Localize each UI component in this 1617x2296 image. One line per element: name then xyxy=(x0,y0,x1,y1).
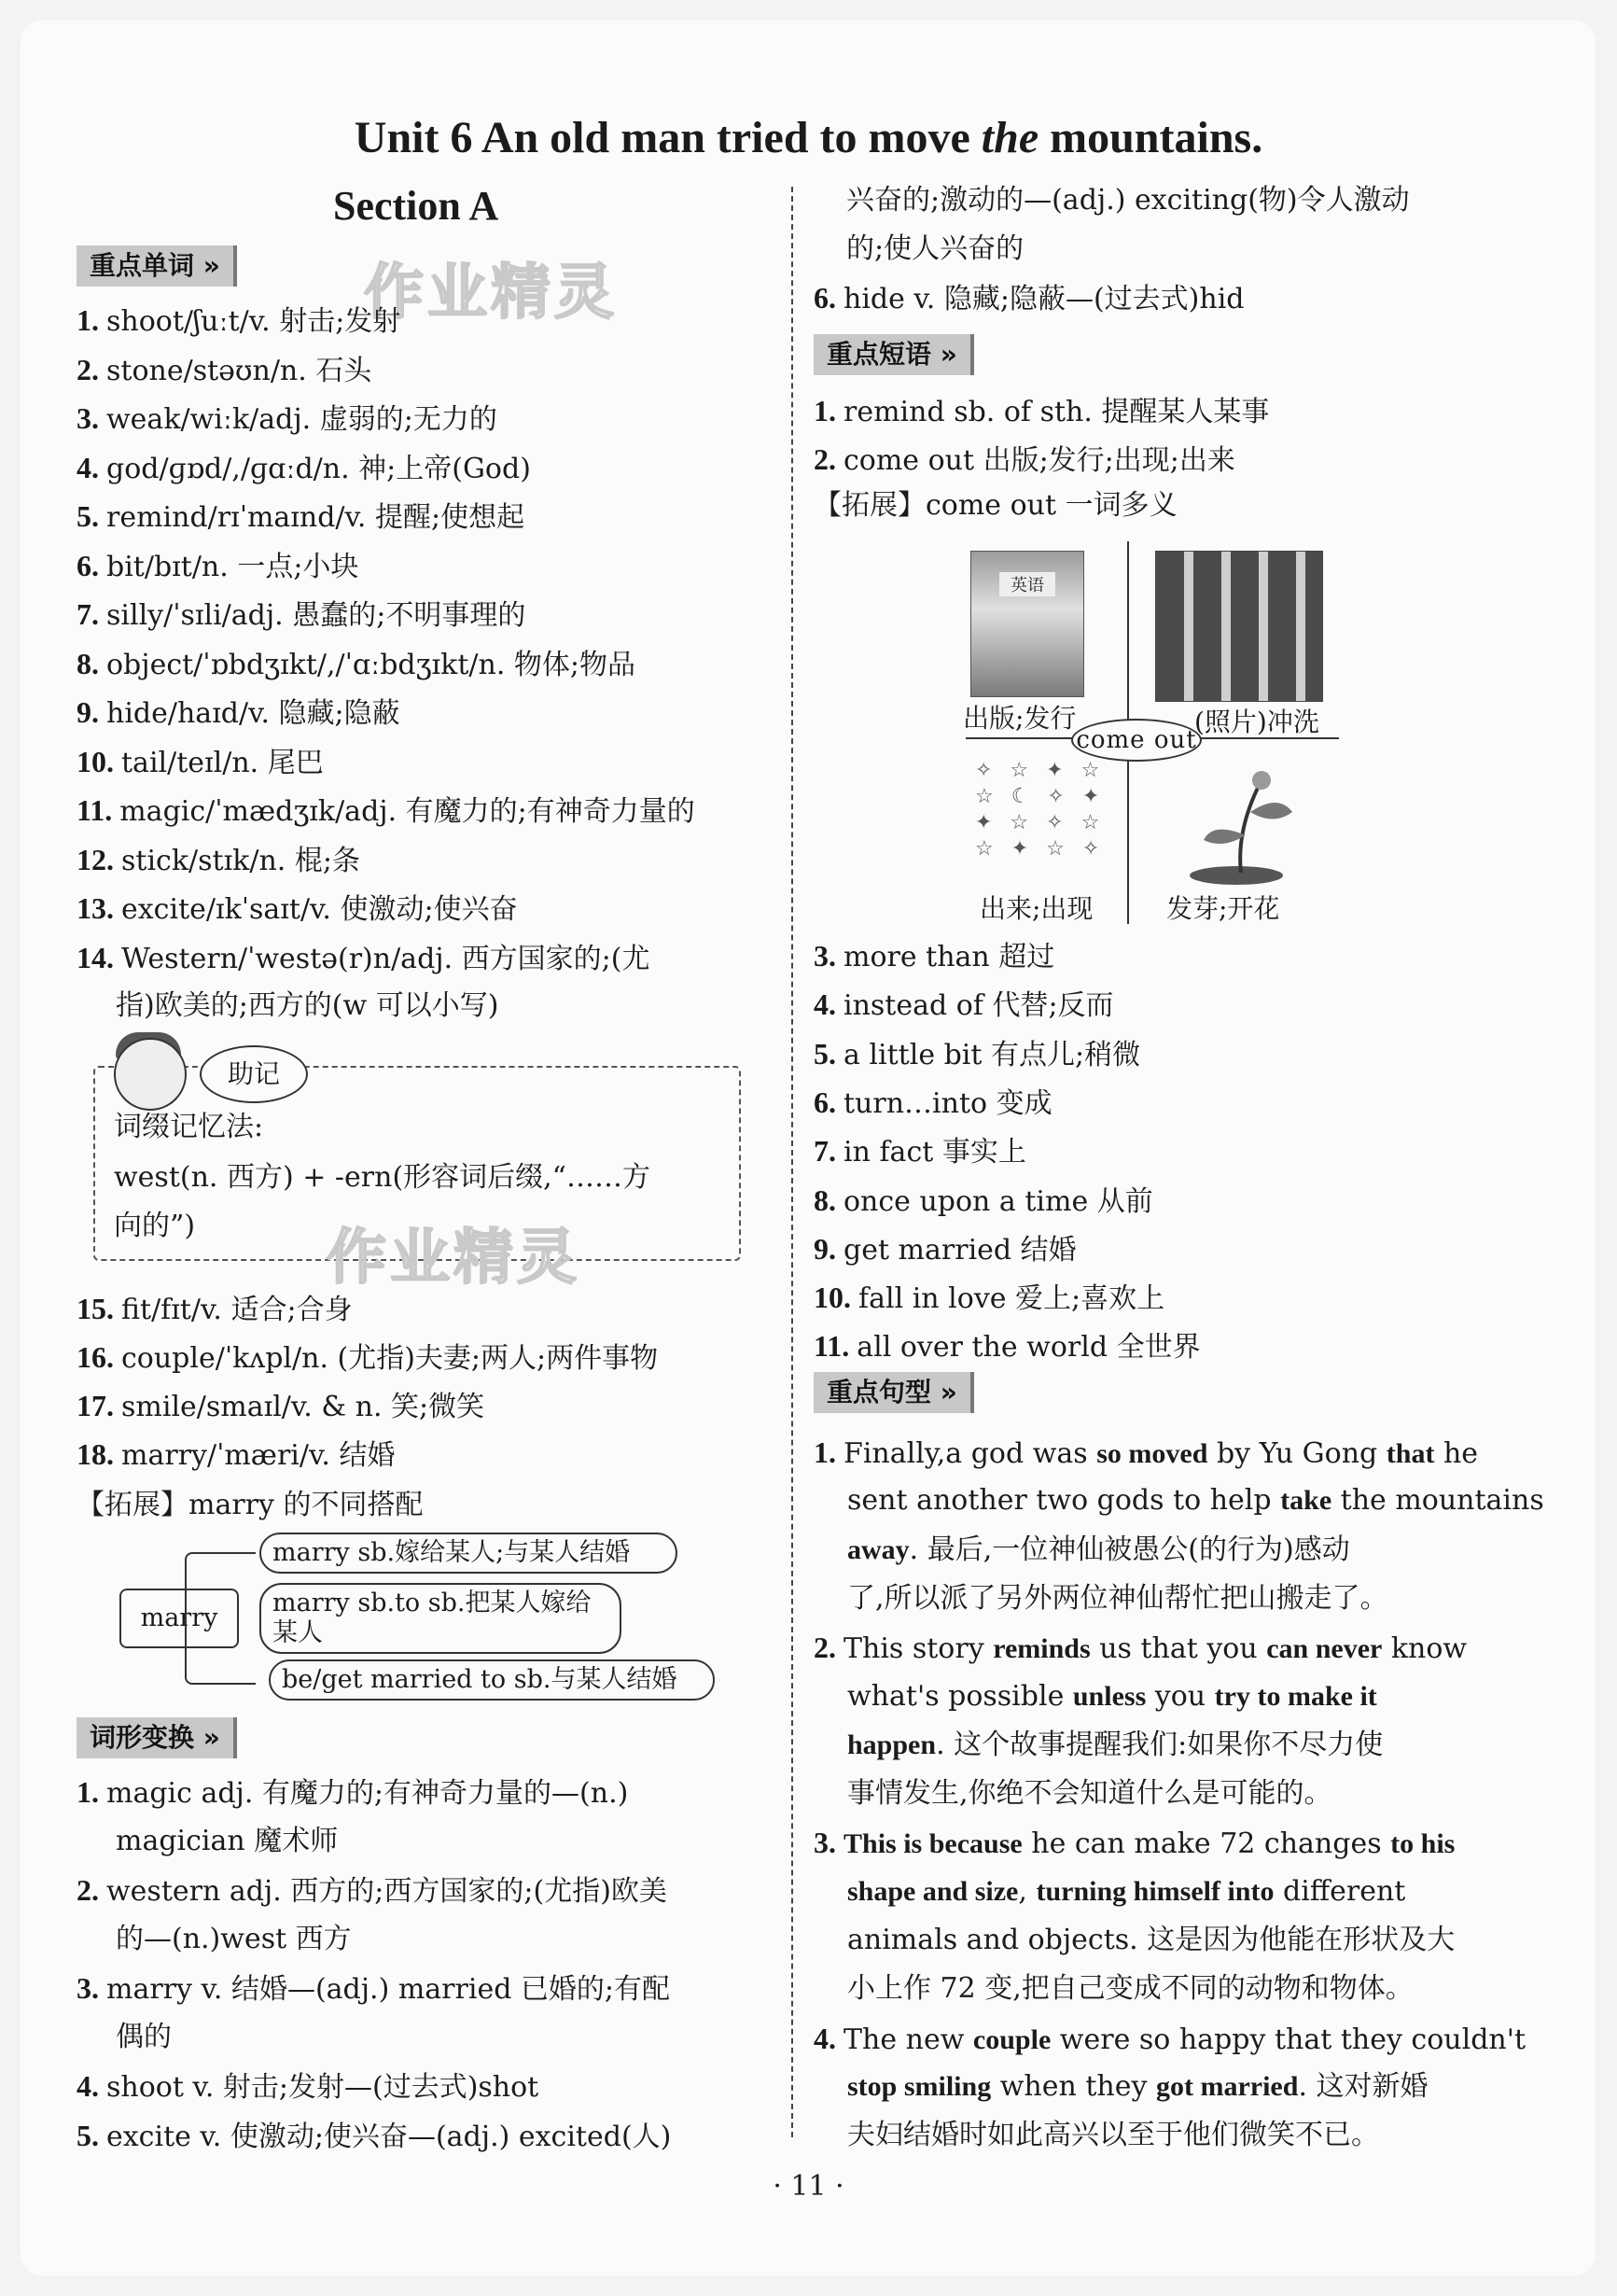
words-number: 1. xyxy=(77,303,106,337)
memo-bubble: 助记 xyxy=(200,1045,308,1103)
forms-text: 偶的 xyxy=(116,2020,172,2053)
extend-marry-label: 【拓展】marry 的不同搭配 xyxy=(77,1489,424,1521)
forms_cont-number: 6. xyxy=(814,281,843,315)
forms-text: magic adj. 有魔力的;有神奇力量的—(n.) xyxy=(106,1777,629,1810)
sentence-line xyxy=(814,1824,1455,1863)
sentence-keyword: away xyxy=(847,1533,910,1565)
words2-number: 15. xyxy=(77,1292,121,1325)
phrases_b-text: get married 结婚 xyxy=(843,1233,1077,1267)
sentence-text: he can make 72 changes xyxy=(1022,1827,1391,1861)
words-item xyxy=(77,693,400,733)
sentence-keyword: turning himself into xyxy=(1036,1875,1275,1907)
sentence-keyword: can never xyxy=(1266,1633,1383,1665)
words-text: stick/stɪk/n. 棍;条 xyxy=(121,844,360,877)
sentence-line xyxy=(814,1629,1467,1668)
phrases_a-text: remind sb. of sth. 提醒某人某事 xyxy=(843,396,1270,428)
tag-key-phrases: 重点短语 » xyxy=(814,334,974,375)
forms_cont-text: hide v. 隐藏;隐蔽—(过去式)hid xyxy=(843,283,1245,315)
tag-key-words: 重点单词 » xyxy=(77,245,237,287)
words2-number: 16. xyxy=(77,1340,121,1374)
forms_cont-item xyxy=(846,231,1024,268)
sentence-number: 2. xyxy=(814,1631,843,1665)
sentence-line xyxy=(847,1873,1405,1911)
sentence-line xyxy=(847,2117,1379,2154)
phrases_b-item xyxy=(814,1035,1140,1074)
phrases_b-item xyxy=(814,1230,1077,1269)
words2-number: 17. xyxy=(77,1389,121,1422)
phrases_b-text: a little bit 有点儿;稍微 xyxy=(843,1038,1141,1071)
phrases_b-text: turn…into 变成 xyxy=(843,1086,1052,1120)
words-text: hide/haɪd/v. 隐藏;隐蔽 xyxy=(106,697,400,730)
words-text: magic/ˈmædʒɪk/adj. 有魔力的;有神奇力量的 xyxy=(119,795,695,828)
words-number: 3. xyxy=(77,401,106,435)
words-item xyxy=(77,497,524,537)
sentence-text: the mountains xyxy=(1331,1484,1544,1518)
forms-number: 1. xyxy=(77,1775,106,1809)
forms-number: 2. xyxy=(77,1873,106,1907)
words2-text: marry/ˈmæri/v. 结婚 xyxy=(121,1439,396,1472)
sentence-keyword: This is because xyxy=(843,1828,1023,1860)
sentence-text: different xyxy=(1274,1874,1406,1908)
words-number: 12. xyxy=(77,842,121,876)
unit-title xyxy=(0,112,1617,163)
sentence-text: what's possible xyxy=(847,1679,1073,1713)
words2-item xyxy=(77,1290,353,1329)
sentence-line xyxy=(847,1678,1377,1715)
forms_cont-text: 的;使人兴奋的 xyxy=(846,232,1025,265)
sentence-text: . 最后,一位神仙被愚公(的行为)感动 xyxy=(909,1533,1350,1566)
words2-text: couple/ˈkʌpl/n. (尤指)夫妻;两人;两件事物 xyxy=(121,1342,659,1375)
marry-root: marry xyxy=(119,1589,239,1648)
sentence-number: 1. xyxy=(814,1435,843,1469)
sentence-line xyxy=(847,1922,1455,1959)
sentence-keyword: couple xyxy=(972,2023,1052,2055)
sentence-keyword: shape and size xyxy=(847,1875,1019,1907)
forms-item xyxy=(116,2019,172,2056)
phrases_b-text: once upon a time 从前 xyxy=(843,1184,1153,1218)
sentence-text: . 这对新婚 xyxy=(1298,2069,1429,2103)
words-item xyxy=(77,791,695,831)
phrases_b-item xyxy=(814,1327,1201,1366)
phrases_b-item xyxy=(814,1182,1153,1221)
sentence-keyword: reminds xyxy=(993,1633,1091,1665)
words-number: 13. xyxy=(77,891,121,925)
sentence-keyword: that xyxy=(1386,1438,1435,1469)
words-text: silly/ˈsɪli/adj. 愚蠢的;不明事理的 xyxy=(106,599,526,632)
sentence-text: know xyxy=(1382,1632,1468,1666)
words-text: 指)欧美的;西方的(w 可以小写) xyxy=(116,989,499,1022)
phrases_b-item xyxy=(814,986,1114,1025)
phrases_a-number: 2. xyxy=(814,442,843,476)
words-number: 4. xyxy=(77,450,106,484)
phrases_a-text: come out 出版;发行;出现;出来 xyxy=(843,444,1235,477)
memo-line-1: 词缀记忆法: xyxy=(114,1111,264,1143)
words-item xyxy=(116,987,498,1025)
words-item xyxy=(77,841,360,880)
section-title: Section A xyxy=(333,183,499,229)
words-number: 8. xyxy=(77,646,106,680)
sentence-text: 夫妇结婚时如此高兴以至于他们微笑不已。 xyxy=(847,2119,1379,2152)
sentence-text: animals and objects. 这是因为他能在形状及大 xyxy=(847,1924,1456,1956)
words2-item xyxy=(77,1338,658,1378)
sentence-line xyxy=(847,1580,1388,1617)
forms-item xyxy=(77,1969,670,2009)
words-item xyxy=(77,939,649,978)
comeout-appear: 出来;出现 xyxy=(980,893,1094,924)
words-text: object/ˈɒbdʒɪkt/,/ˈɑːbdʒɪkt/n. 物体;物品 xyxy=(106,648,635,681)
sentence-text: 事情发生,你绝不会知道什么是可能的。 xyxy=(847,1777,1332,1811)
sentence-line xyxy=(847,1482,1544,1519)
comeout-publish: 出版;发行 xyxy=(963,703,1077,734)
sentence-text: he xyxy=(1434,1437,1479,1470)
forms_cont-item xyxy=(846,182,1410,219)
marry-item-2: marry sb.to sb.把某人嫁给某人 xyxy=(259,1583,621,1654)
page-number: · 11 · xyxy=(773,2170,844,2203)
phrases_b-item xyxy=(814,1132,1026,1171)
words2-item xyxy=(77,1387,484,1426)
phrases_b-number: 8. xyxy=(814,1183,843,1217)
phrases_b-text: instead of 代替;反而 xyxy=(843,989,1114,1023)
sentence-text: by Yu Gong xyxy=(1207,1437,1387,1470)
forms-text: magician 魔术师 xyxy=(116,1824,339,1857)
sentence-line xyxy=(847,1727,1383,1764)
comeout-photo: (照片)冲洗 xyxy=(1194,707,1319,737)
words-item xyxy=(77,351,371,390)
sentence-text: Finally,a god was xyxy=(843,1437,1097,1470)
words-number: 7. xyxy=(77,597,106,631)
words-item xyxy=(77,889,518,929)
sentence-text: were so happy that they couldn't xyxy=(1051,2023,1526,2056)
sentence-line xyxy=(814,2020,1526,2059)
comeout-bloom: 发芽;开花 xyxy=(1166,893,1280,924)
sentence-text: . 这个故事提醒我们:如果你不尽力使 xyxy=(936,1728,1384,1761)
kid-icon xyxy=(114,1038,187,1111)
phrases_b-item xyxy=(814,1279,1164,1318)
sentence-text: you xyxy=(1146,1679,1215,1713)
sentence-keyword: stop smiling xyxy=(847,2070,992,2102)
forms-number: 4. xyxy=(77,2069,106,2103)
sentence-text: 小上作 72 变,把自己变成不同的动物和物体。 xyxy=(847,1972,1414,2006)
forms_cont-item xyxy=(814,279,1245,318)
words-item xyxy=(77,547,358,586)
words-item xyxy=(77,301,400,341)
phrases_b-number: 3. xyxy=(814,939,843,973)
words-item xyxy=(77,399,497,439)
sentence-text: 了,所以派了另外两位神仙帮忙把山搬走了。 xyxy=(847,1581,1388,1615)
book-cover-text: 英语 xyxy=(999,572,1055,596)
marry-bracket xyxy=(185,1552,256,1685)
phrases_b-text: in fact 事实上 xyxy=(843,1136,1026,1169)
forms-text: excite v. 使激动;使兴奋—(adj.) excited(人) xyxy=(106,2120,672,2153)
title-italic: the xyxy=(981,113,1039,162)
forms-text: western adj. 西方的;西方国家的;(尤指)欧美 xyxy=(106,1875,667,1908)
forms-text: marry v. 结婚—(adj.) married 已婚的;有配 xyxy=(106,1973,671,2006)
words-number: 10. xyxy=(77,744,121,778)
words2-number: 18. xyxy=(77,1437,121,1471)
phrases_a-item xyxy=(814,392,1269,431)
phrases_b-text: all over the world 全世界 xyxy=(857,1331,1201,1365)
memo-line-2: west(n. 西方) + -ern(形容词后缀,“……方 xyxy=(114,1161,651,1194)
sentence-keyword: unless xyxy=(1072,1680,1147,1712)
sentence-line xyxy=(847,2068,1429,2106)
sentence-text: when they xyxy=(991,2069,1156,2103)
words-item xyxy=(77,449,531,488)
forms-item xyxy=(77,1773,628,1813)
phrases_b-item xyxy=(814,937,1054,976)
phrases_b-text: fall in love 爱上;喜欢上 xyxy=(858,1282,1165,1316)
sentence-text: , xyxy=(1018,1874,1037,1908)
words2-item xyxy=(77,1435,395,1475)
forms-item xyxy=(116,1823,338,1860)
phrases_b-number: 7. xyxy=(814,1134,843,1169)
forms-item xyxy=(77,2117,671,2156)
forms-item xyxy=(77,1871,667,1911)
phrases_a-item xyxy=(814,441,1235,480)
words-item xyxy=(77,595,525,635)
phrases_a-number: 1. xyxy=(814,394,843,427)
words-text: Western/ˈwestə(r)n/adj. 西方国家的;(尤 xyxy=(121,942,650,975)
title-text: Unit 6 An old man tried to move xyxy=(354,113,982,162)
phrases_b-number: 6. xyxy=(814,1085,843,1119)
sentence-keyword: happen xyxy=(847,1729,937,1760)
words-number: 5. xyxy=(77,499,106,533)
forms-item xyxy=(116,1921,352,1958)
forms-text: 的—(n.)west 西方 xyxy=(116,1922,352,1955)
sentence-keyword: try to make it xyxy=(1214,1680,1377,1712)
marry-item-1: marry sb.嫁给某人;与某人结婚 xyxy=(259,1533,677,1574)
extend-comeout-label: 【拓展】come out 一词多义 xyxy=(814,489,1178,522)
phrases_b-number: 10. xyxy=(814,1281,858,1315)
sentence-keyword: got married xyxy=(1155,2070,1299,2102)
memo-line-3: 向的”) xyxy=(114,1210,196,1242)
sentence-line xyxy=(847,1532,1350,1569)
forms-text: shoot v. 射击;发射—(过去式)shot xyxy=(106,2071,539,2104)
column-divider xyxy=(791,187,793,2137)
words-text: stone/stəʊn/n. 石头 xyxy=(106,354,372,387)
words-text: shoot/ʃuːt/v. 射击;发射 xyxy=(106,305,401,338)
words2-text: smile/smaɪl/v. & n. 笑;微笑 xyxy=(121,1391,485,1423)
words-text: remind/rɪˈmaɪnd/v. 提醒;使想起 xyxy=(106,501,525,534)
words-text: weak/wiːk/adj. 虚弱的;无力的 xyxy=(106,403,497,436)
words-text: tail/teɪl/n. 尾巴 xyxy=(121,746,324,779)
stars-moon-icon: ✧ ☆ ✦ ☆ ☆ ☾ ✧ ✦ ✦ ☆ ✧ ☆ ☆ ✦ ☆ ✧ xyxy=(975,759,1106,861)
phrases_b-number: 4. xyxy=(814,987,843,1022)
sprout-icon xyxy=(1185,747,1306,887)
sentence-text: sent another two gods to help xyxy=(847,1484,1281,1518)
forms-item xyxy=(77,2067,538,2107)
words-item xyxy=(77,743,324,782)
forms-number: 5. xyxy=(77,2118,106,2152)
phrases_b-number: 9. xyxy=(814,1231,843,1266)
sentence-line xyxy=(814,1434,1478,1473)
sentence-keyword: so moved xyxy=(1096,1438,1208,1469)
phrases_b-item xyxy=(814,1084,1052,1123)
title-tail: mountains. xyxy=(1039,113,1263,162)
book-image xyxy=(970,551,1084,697)
sentence-text: The new xyxy=(843,2023,973,2056)
words-text: excite/ɪkˈsaɪt/v. 使激动;使兴奋 xyxy=(121,893,518,926)
sentence-keyword: to his xyxy=(1390,1828,1456,1860)
words-item xyxy=(77,645,635,684)
sentence-number: 3. xyxy=(814,1826,843,1860)
watermark-2: 作业精灵 xyxy=(327,1224,580,1293)
forms-number: 3. xyxy=(77,1971,106,2005)
words2-text: fit/fɪt/v. 适合;合身 xyxy=(121,1294,353,1326)
phrases_b-number: 5. xyxy=(814,1036,843,1071)
watermark: 作业精灵 xyxy=(364,259,618,328)
photos-image xyxy=(1155,551,1323,702)
tag-key-sentences: 重点句型 » xyxy=(814,1372,974,1413)
tag-word-forms: 词形变换 » xyxy=(77,1717,237,1758)
words-number: 2. xyxy=(77,352,106,386)
phrases_b-number: 11. xyxy=(814,1329,857,1364)
sentence-keyword: take xyxy=(1280,1485,1332,1517)
phrases_b-text: more than 超过 xyxy=(843,941,1055,973)
words-number: 11. xyxy=(77,793,120,827)
sentence-text: This story xyxy=(843,1632,994,1666)
words-number: 6. xyxy=(77,548,106,582)
words-text: bit/bɪt/n. 一点;小块 xyxy=(106,550,359,583)
sentence-text: us that you xyxy=(1090,1632,1267,1666)
words-text: god/ɡɒd/,/ɡɑːd/n. 神;上帝(God) xyxy=(106,452,531,485)
sentence-line xyxy=(847,1775,1332,1813)
sentence-line xyxy=(847,1970,1414,2008)
words-number: 14. xyxy=(77,940,121,974)
forms_cont-text: 兴奋的;激动的—(adj.) exciting(物)令人激动 xyxy=(846,184,1410,217)
comeout-center: come out xyxy=(1071,719,1202,762)
words-number: 9. xyxy=(77,695,106,729)
sentence-number: 4. xyxy=(814,2021,843,2055)
marry-item-3: be/get married to sb.与某人结婚 xyxy=(269,1659,715,1701)
